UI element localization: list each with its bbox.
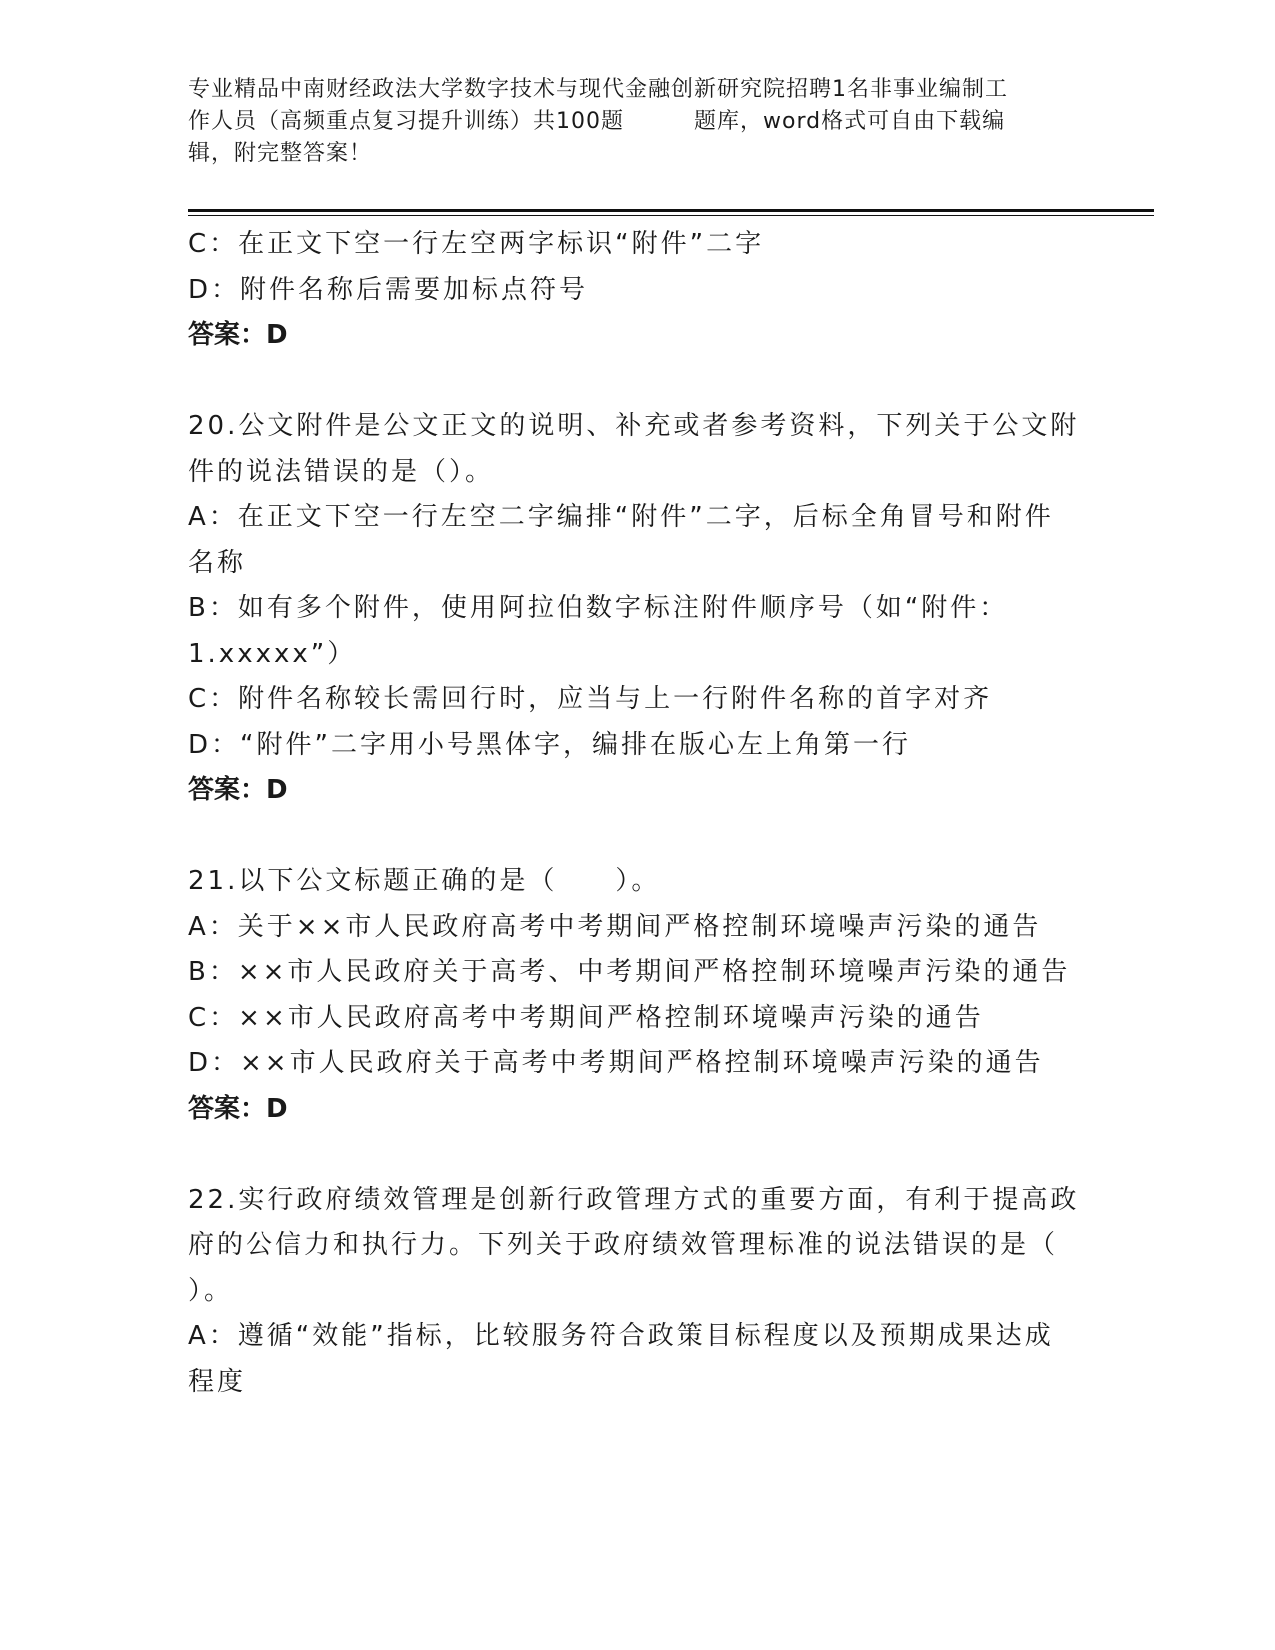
- option-c: C：附件名称较长需回行时，应当与上一行附件名称的首字对齐: [188, 684, 993, 714]
- previous-question-continuation: [188, 222, 1088, 359]
- question-stem: 22.实行政府绩效管理是创新行政管理方式的重要方面，有利于提高政: [188, 1184, 1080, 1215]
- question-stem: 20.公文附件是公文正文的说明、补充或者参考资料，下列关于公文附: [188, 411, 1080, 441]
- question-20: [188, 404, 1088, 814]
- question-stem-cont: 件的说法错误的是（）。: [188, 456, 495, 487]
- question-stem-cont: ）。: [188, 1275, 234, 1306]
- header-line-2-right: 题库，word格式可自由下载编: [694, 109, 1006, 134]
- spacer: [188, 814, 1088, 860]
- document-body: [188, 222, 1088, 1405]
- option-a-cont: 程度: [188, 1366, 247, 1397]
- header-rule-thick: [188, 209, 1154, 212]
- header-line-2: [188, 106, 1088, 138]
- answer-line: 答案：D: [188, 775, 288, 805]
- option-d: D：××市人民政府关于高考中考期间严格控制环境噪声污染的通告: [188, 1048, 1044, 1078]
- answer-line: 答案：D: [188, 320, 288, 350]
- document-header: [188, 74, 1088, 170]
- spacer: [188, 359, 1088, 405]
- option-d: D：“附件”二字用小号黑体字，编排在版心左上角第一行: [188, 729, 911, 760]
- question-22: [188, 1178, 1088, 1406]
- option-a-cont: 名称: [188, 547, 247, 578]
- spacer: [188, 1132, 1088, 1178]
- question-21: [188, 859, 1088, 1132]
- header-rule-thin: [188, 215, 1154, 216]
- option-a: A：关于××市人民政府高考中考期间严格控制环境噪声污染的通告: [188, 911, 1042, 942]
- option-c: C：××市人民政府高考中考期间严格控制环境噪声污染的通告: [188, 1002, 984, 1033]
- header-line-1: 专业精品中南财经政法大学数字技术与现代金融创新研究院招聘1名非事业编制工: [188, 77, 1008, 102]
- answer-line: 答案：D: [188, 1093, 288, 1124]
- header-line-3: 辑，附完整答案！: [188, 141, 373, 166]
- question-stem: 21.以下公文标题正确的是（ ）。: [188, 866, 661, 896]
- option-b: B：如有多个附件，使用阿拉伯数字标注附件顺序号（如“附件：: [188, 593, 1009, 623]
- option-b-cont: 1.xxxxx”）: [188, 638, 357, 669]
- option-d: D：附件名称后需要加标点符号: [188, 274, 589, 305]
- option-b: B：××市人民政府关于高考、中考期间严格控制环境噪声污染的通告: [188, 957, 1071, 987]
- option-c: C：在正文下空一行左空两字标识“附件”二字: [188, 229, 765, 259]
- header-line-2-left: 作人员（高频重点复习提升训练）共100题: [188, 109, 624, 134]
- question-stem-cont: 府的公信力和执行力。下列关于政府绩效管理标准的说法错误的是（: [188, 1230, 1059, 1260]
- option-a: A：在正文下空一行左空二字编排“附件”二字，后标全角冒号和附件: [188, 502, 1054, 532]
- option-a: A：遵循“效能”指标，比较服务符合政策目标程度以及预期成果达成: [188, 1321, 1054, 1351]
